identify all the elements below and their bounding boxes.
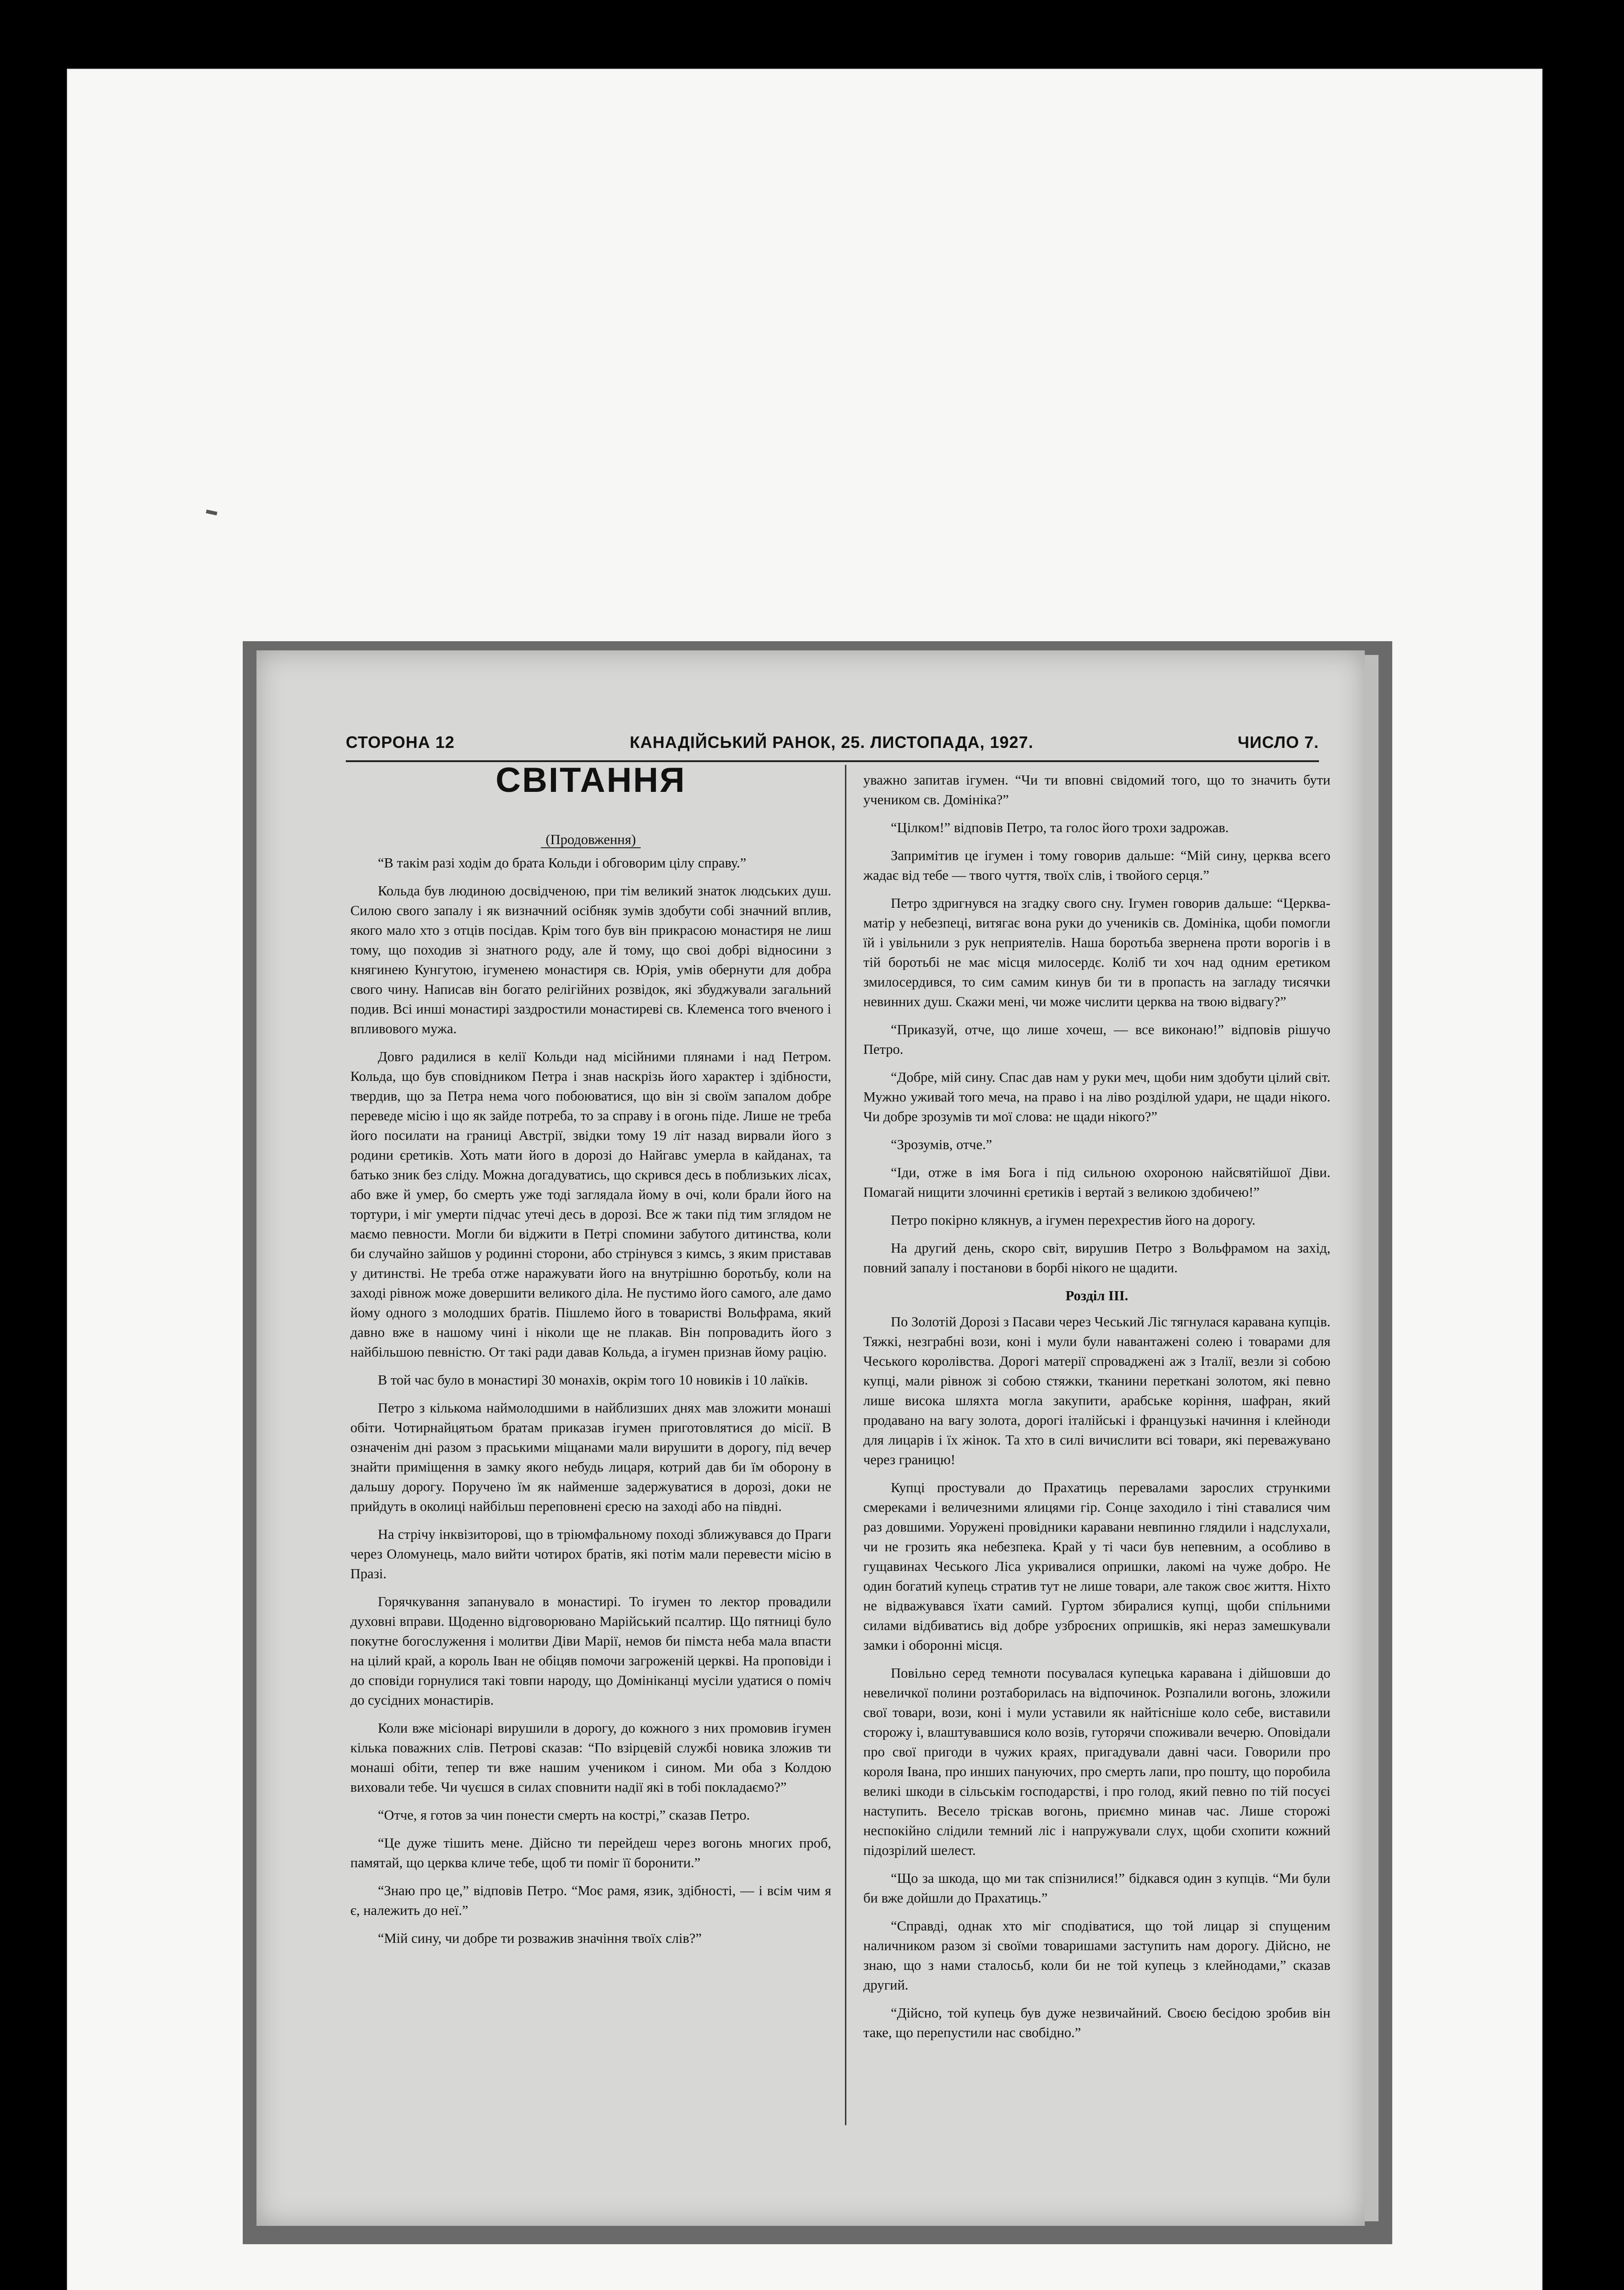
paragraph: “Цілком!” відповів Петро, та голос його трохи задрожав. (891, 820, 1229, 835)
paragraph: “Іди, отже в імя Бога і під сильною охороною найсвятійшої Діви. Помагай нищити злочинні єретиків і вертай з великою здобичею!” (863, 1165, 1330, 1200)
paragraph: “Мій сину, чи добре ти розважив значіння твоїх слів?” (378, 1930, 702, 1946)
paper-title-date: КАНАДІЙСЬКИЙ РАНОК, 25. ЛИСТОПАДА, 1927. (630, 733, 1034, 752)
paragraph: Купці простували до Прахатиць перевалами зарослих стрункими смереками і величезними ялицями гір. Сонце заходило і тіні ставалися чим раз довшими. Уоружені провідники каравани невпинно глядили і надслухали, чи не грозить яка небезпека. Край у ті часи був непевним, а особливо в гущавинах Чеського Ліса укривалися опришки, лакомі на чуже добро. Не один богатий купець стратив тут не лише товари, але також своє життя. Ніхто не відважувався їхати самий. Гуртом збиралися купці, щоби спільними силами відбиватись від добре узброєних опришків, які нераз замешкували замки і оборонні місця. (863, 1480, 1330, 1653)
continued-label: (Продовження) (350, 830, 831, 850)
paragraph: “Отче, я готов за чин понести смерть на кострі,” сказав Петро. (378, 1807, 750, 1823)
section-body (863, 1312, 1330, 2043)
paragraph: “Дійсно, той купець був дуже незвичайний. Своєю бесідою зробив він таке, що перепустили нас свобідно.” (863, 2005, 1330, 2040)
paragraph: “Що за шкода, що ми так спізнилися!” бідкався один з купців. “Ми були би вже дойшли до Прахатиць.” (863, 1870, 1330, 1906)
paragraph: “Справді, однак хто міг сподіватися, що той лицар зі спущеним наличником разом зі своїми товаришами заступить нам дорогу. Дійсно, не знаю, що з нами сталосьб, коли би не той купець з клейнодами,” сказав другий. (863, 1918, 1330, 1993)
section-heading: Розділ III. (1065, 1288, 1128, 1303)
paragraph: “В такім разі ходім до брата Кольди і обговорим цілу справу.” (378, 855, 747, 871)
paragraph: Петро з кількома наймолодшими в найблизших днях мав зложити монаші обіти. Чотирнайцятьом братам приказав ігумен приготовлятися до місії. В означенім дні разом з праськими міщанами мали вирушити в дорогу, під вечер знайти приміщення в замку якого небудь лицаря, котрий дав би їм оборону в дальшу дорогу. Поручено їм як найменше задержуватися в дорозі, доки не прийдуть в околиці найбільш переповнені єресю на заході або на півдні. (350, 1400, 831, 1514)
left-column (350, 761, 831, 1957)
left-column-body (350, 853, 831, 1948)
right-column (863, 770, 1330, 2051)
paragraph: Горячкування запанувало в монастирі. То ігумен то лектор провадили духовні вправи. Щоденно відговорювано Марійський псалтир. Що пятниці було покутне богослуження і молитви Діви Марії, немов би пімста неба мала впасти на цілий край, а король Іван не обіцяв помочи загроженій церкві. На проповіди і до сповіди горнулися такі товпи народу, що Домініканці мусіли удатися о поміч до сусідних монастирів. (350, 1594, 831, 1708)
paragraph: В той час було в монастирі 30 монахів, окрім того 10 новиків і 10 лаїків. (378, 1372, 808, 1388)
paragraph: Кольда був людиною досвідченою, при тім великий знаток людських душ. Силою свого запалу і як визначний осібняк зумів здобути собі значний вплив, якого мало хто з отців посідав. Крім того був він прикрасою монастиря не лиш тому, що походив зі знатного роду, але й тому, що своі добрі відносини з княгинею Кунгутою, ігуменею монастиря св. Юрія, умів обернути для добра свого чину. Написав він богато релігійних розвідок, які збуджували загальний подив. Всі инші монастирі заздростили монастиреві св. Клеменса того вченого і впливового мужа. (350, 883, 831, 1036)
article-title-block (350, 761, 831, 830)
page-number: СТОРОНА 12 (346, 733, 455, 752)
article-title: СВІТАННЯ (496, 761, 686, 800)
column-divider (845, 765, 846, 2125)
right-column-body (863, 770, 1330, 1278)
paragraph: “Добре, мій сину. Спас дав нам у руки меч, щоби ним здобути цілий світ. Мужно уживай того меча, на право і на ліво розділюй удари, не щади нікого. Чи добре зрозумів ти мої слова: не щади нікого?” (863, 1069, 1330, 1124)
masthead (346, 728, 1319, 762)
paragraph: “Приказуй, отче, що лише хочеш, — все виконаю!” відповів рішучо Петро. (863, 1022, 1330, 1057)
paragraph: По Золотій Дорозі з Пасави через Чеський Ліс тягнулася каравана купців. Тяжкі, незграбні вози, коні і мули були навантажені солею і товарами для Чеського королівства. Дорогі матерії спроваджені аж з Італії, везли зі собою купці, мали рівнож зі собою стяжки, тканини переткані золотом, які певно лише висока шляхта могла закупити, арабське коріння, шафран, який продавано на вагу золота, дорогі італійські і французькі начиння і клейноди для лицарів і їх жінок. Та хто в силі вичислити всі товари, які переважувано через границю! (863, 1314, 1330, 1467)
paragraph: Довго радилися в келії Кольди над місійними плянами і над Петром. Кольда, що був сповідником Петра і знав наскрізь його характер і здібности, твердив, що за Петра нема чого побоюватися, що він зі своїм запалом добре переведе місію і що як зайде потреба, то за справу і в огонь піде. Лише не треба його посилати на границі Австрії, звідки тому 19 літ назад вирвали його з родини єретиків. Хоть мати його в дорозі до Найгавс умерла в кайданах, та батько зник без сліду. Можна догадуватись, що скрився десь в поблизьких лісах, або вже й умер, бо смерть уже тоді заглядала йому в очі, коли брали його на тортури, і міг умерти підчас утечі десь в дорозі. Все ж таки під тим зглядом не маємо певности. Могли би віджити в Петрі спомини забутого дитинства, коли би случайно зайшов у родинні сторони, або стрінувся з кимсь, з яким приставав у дитинстві. Не треба отже наражувати його на внутрішню боротьбу, коли на заході рівнож може довершити великого діла. Не пустимо його самого, але дамо йому одного з молодших братів. Пішлемо його в товаристві Вольфрама, який давно вже в нашому чині і ніколи ще не плакав. Він попровадить його з найбільшою певністю. От такі ради давав Кольда, а ігумен признав йому рацію. (350, 1049, 831, 1360)
paragraph: Запримітив це ігумен і тому говорив дальше: “Мій сину, церква всего жадає від тебе — твого чуття, твоїх слів, і твойого серця.” (863, 848, 1330, 883)
newspaper-page (256, 650, 1365, 2226)
issue-number: ЧИСЛО 7. (1237, 733, 1319, 752)
paragraph: “Зрозумів, отче.” (891, 1137, 992, 1152)
paragraph: На другий день, скоро світ, вирушив Петро з Вольфрамом на захід, повний запалу і постанови в борбі нікого не щадити. (863, 1240, 1330, 1276)
paragraph: Петро здригнувся на згадку свого сну. Ігумен говорив дальше: “Церква-матір у небезпеці, витягає вона руки до учеників св. Домініка, щоби помогли їй і увільнили з рук неприятелів. Наша боротьба звернена проти ворогів і в тій боротьбі не має місця милосердє. Коліб ти хоч над одним еретиком змилосердився, то сим самим кинув би ти в пропасть на загладу тисячки невинних душ. Скажи мені, чи може числити церква на твою відвагу?” (863, 895, 1330, 1009)
paragraph: На стрічу інквізиторові, що в тріюмфальному поході зближувався до Праги через Оломунець, мало вийти чотирох братів, які потім мали перевести місію в Празі. (350, 1527, 831, 1581)
paragraph: Коли вже місіонарі вирушили в дорогу, до кожного з них промовив ігумен кілька поважних слів. Петрові сказав: “По взірцевій службі новика зложив ти монаші обіти, тепер ти вже нашим учеником і сином. Ми оба з Колдою виховали тебе. Чи чуєшся в силах сповнити надії які в тобі покладаємо?” (350, 1720, 831, 1795)
paragraph: “Знаю про це,” відповів Петро. “Моє рамя, язик, здібності, — і всім чим я є, належить до неї.” (350, 1883, 831, 1918)
page-edge (1365, 655, 1379, 2221)
paragraph: Петро покірно клякнув, а ігумен перехрестив його на дорогу. (891, 1212, 1256, 1228)
paragraph: “Це дуже тішить мене. Дійсно ти перейдеш через вогонь многих проб, памятай, що церква кличе тебе, щоб ти поміг її боронити.” (350, 1835, 831, 1870)
paragraph: уважно запитав ігумен. “Чи ти вповні свідомий того, що то значить бути учеником св. Домініка?” (863, 772, 1330, 807)
paragraph: Повільно серед темноти посувалася купецька каравана і дійшовши до невеличкої полини розтаборилась на відпочинок. Розпалили вогонь, зложили свої товари, вози, коні і мули уставили як найтісніше коло себе, виставили сторожу і, влаштувавшися коло возів, гуторячи споживали вечерю. Оповідали про свої пригоди в чужих краях, пригадували давні часи. Говорили про короля Івана, про инших пануючих, про смерть лапи, про пошту, що поробила великі шкоди в сільськім господарстві, і про голод, який певно по тій посуєі наступить. Весело тріскав вогонь, приємно минав час. Лише сторожі неспокійно слідили темний ліс і напружували слух, щоби схопити кожний підозрілий шелест. (863, 1665, 1330, 1858)
